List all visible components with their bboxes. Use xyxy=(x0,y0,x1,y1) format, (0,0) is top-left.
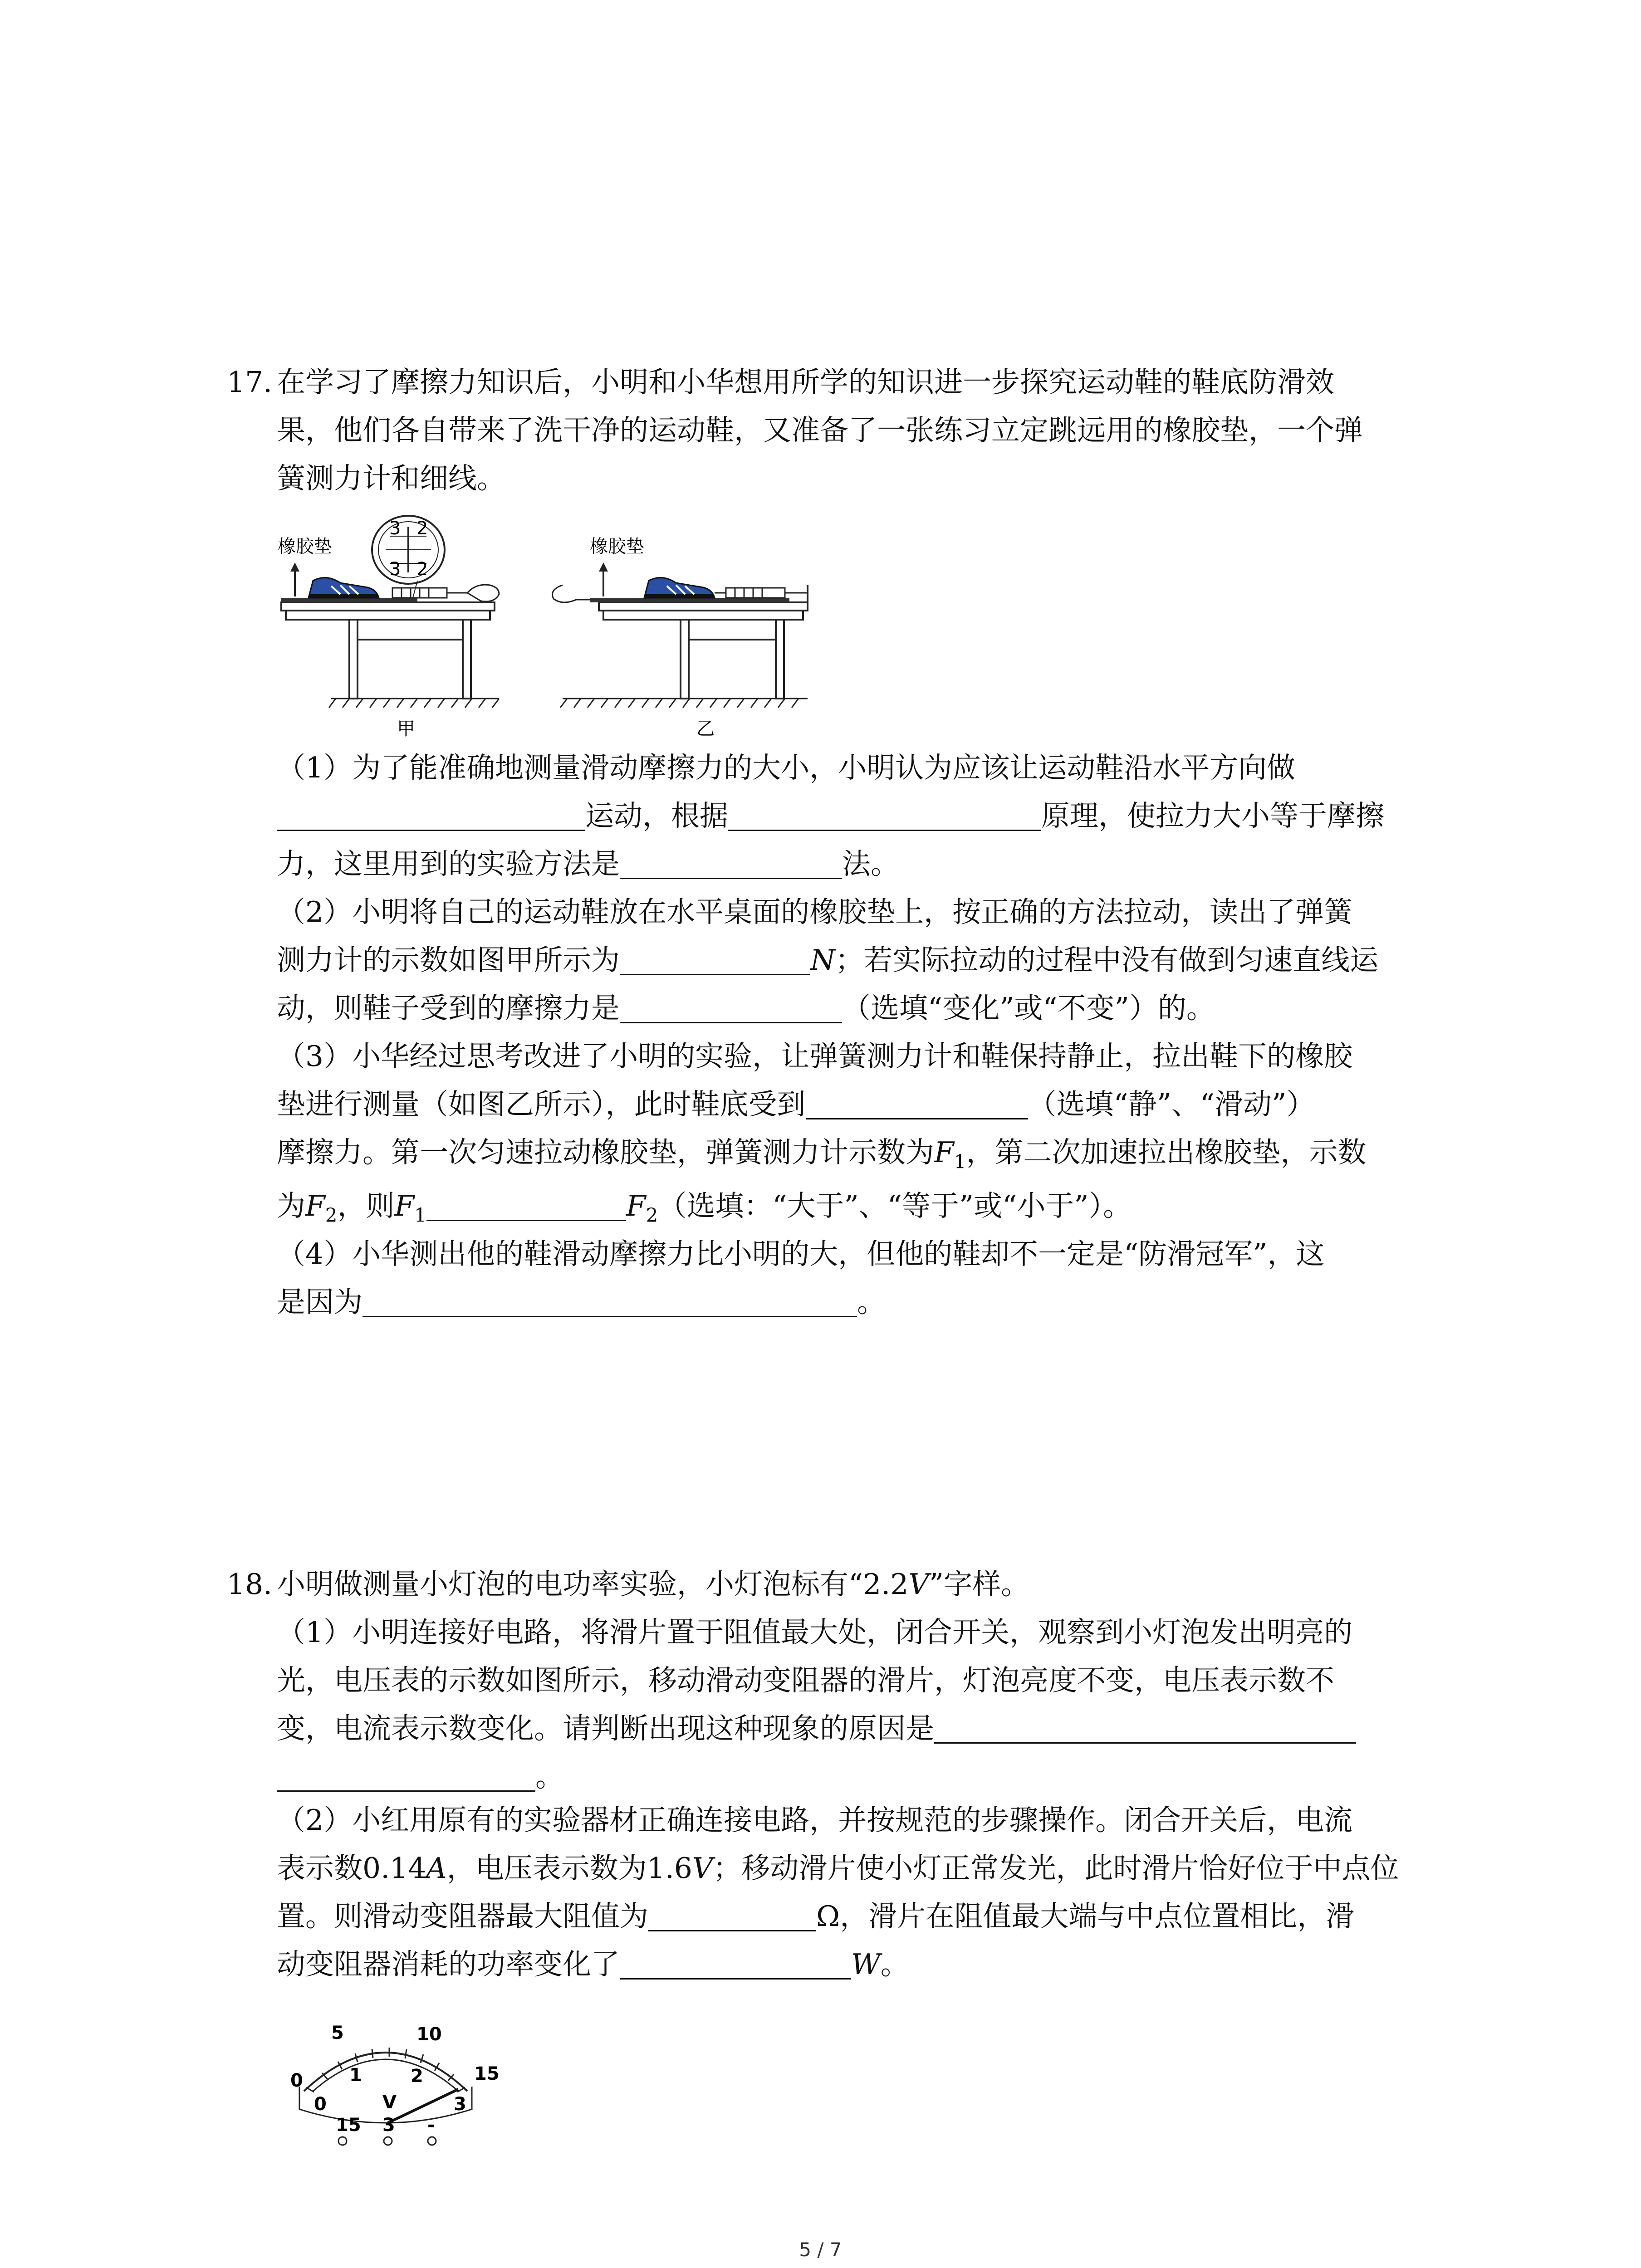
rated-voltage-value: 2.2 xyxy=(863,1568,909,1601)
part-text: 动，则鞋子受到的摩擦力是 xyxy=(277,992,620,1025)
terminal-label: - xyxy=(427,2115,435,2136)
part-text: 法。 xyxy=(842,847,899,880)
lower-scale-label: 1 xyxy=(349,2065,362,2086)
subscript: 2 xyxy=(325,1204,338,1227)
subscript: 1 xyxy=(414,1204,426,1227)
question-number: 17. xyxy=(227,366,273,399)
question-intro xyxy=(277,358,1452,503)
unit-symbol: V xyxy=(692,1852,713,1885)
part-text: （2）小红用原有的实验器材正确连接电路，并按规范的步骤操作。闭合开关后，电流 xyxy=(277,1804,1353,1837)
intro-line: 果，他们各自带来了洗干净的运动鞋，又准备了一张练习立定跳远用的橡胶垫，一个弹 xyxy=(277,414,1363,447)
part-text: 摩擦力。第一次匀速拉动橡胶垫，弹簧测力计示数为 xyxy=(277,1136,934,1169)
part-text: ；移动滑片使小灯正常发光，此时滑片恰好位于中点位 xyxy=(713,1852,1399,1885)
ground-right xyxy=(560,699,808,708)
hand-left-icon xyxy=(467,585,499,601)
unit-symbol: N xyxy=(810,943,836,977)
dial-digit: 2 xyxy=(416,518,428,539)
answer-blank[interactable] xyxy=(620,942,810,975)
shoe-right-icon xyxy=(644,578,715,598)
question-intro xyxy=(277,1560,1452,1608)
part-1 xyxy=(277,744,1452,888)
lower-scale-label: 3 xyxy=(454,2094,466,2115)
friction-experiment-figure xyxy=(272,499,839,753)
ground-left xyxy=(329,699,499,708)
upper-scale-label: 10 xyxy=(416,2024,442,2045)
part-text: ；若实际拉动的过程中没有做到匀速直线运 xyxy=(835,943,1379,977)
part-text: 是因为 xyxy=(277,1286,362,1319)
part-text: 力，这里用到的实验方法是 xyxy=(277,847,620,880)
terminal-posts xyxy=(338,2137,436,2145)
terminal-label: 3 xyxy=(382,2115,395,2136)
part-2 xyxy=(277,1796,1452,1989)
table-left xyxy=(281,602,495,699)
voltage-value: 1.6 xyxy=(647,1852,692,1885)
part-2 xyxy=(277,888,1452,1032)
meter-symbol: V xyxy=(382,2092,397,2113)
part-text: （选填“变化”或“不变”）的。 xyxy=(842,992,1215,1025)
dial-digit: 3 xyxy=(389,559,401,580)
answer-blank[interactable] xyxy=(620,1946,851,1980)
answer-blank[interactable] xyxy=(620,990,842,1023)
spring-scale-right xyxy=(715,588,808,598)
pad-label-right: 橡胶垫 xyxy=(590,536,644,557)
part-1 xyxy=(277,1608,1452,1796)
part-text: 动变阻器消耗的功率变化了 xyxy=(277,1948,620,1981)
subscript: 1 xyxy=(954,1150,966,1173)
dial-digit: 2 xyxy=(416,559,428,580)
force-symbol: F xyxy=(626,1189,646,1222)
answer-blank[interactable] xyxy=(728,798,1041,831)
force-symbol: F xyxy=(305,1189,325,1222)
part-text: 为 xyxy=(277,1189,305,1222)
answer-blank[interactable] xyxy=(806,1086,1028,1119)
question-17-parts xyxy=(227,744,1452,1326)
part-text: 表示数 xyxy=(277,1852,362,1885)
part-text: （选填“静”、“滑动”） xyxy=(1028,1088,1315,1121)
part-text: ，则 xyxy=(337,1189,395,1222)
force-symbol: F xyxy=(934,1136,954,1169)
answer-blank[interactable] xyxy=(426,1188,626,1221)
part-text: 。 xyxy=(880,1948,909,1981)
question-18 xyxy=(227,1560,1452,1989)
intro-text: ”字样。 xyxy=(929,1568,1030,1601)
part-text: 运动，根据 xyxy=(585,799,728,832)
force-symbol: F xyxy=(394,1189,415,1222)
spring-scale-left xyxy=(392,588,467,598)
part-text: ，第二次加速拉出橡胶垫，示数 xyxy=(966,1136,1367,1169)
answer-blank[interactable] xyxy=(648,1898,816,1931)
part-text: （选填：“大于”、“等于”或“小于”）。 xyxy=(658,1189,1132,1222)
part-3 xyxy=(277,1032,1452,1230)
terminal-label: 15 xyxy=(336,2115,361,2136)
unit-symbol: A xyxy=(426,1852,447,1885)
part-text: 变，电流表示数变化。请判断出现这种现象的原因是 xyxy=(277,1712,934,1745)
intro-line: 簧测力计和细线。 xyxy=(277,462,505,495)
part-text: ，电压表示数为 xyxy=(446,1852,647,1885)
answer-blank[interactable] xyxy=(362,1284,857,1317)
pad-label-left: 橡胶垫 xyxy=(278,536,332,557)
voltmeter-drawing xyxy=(272,1987,508,2150)
answer-blank[interactable] xyxy=(277,798,585,831)
hand-right-icon xyxy=(553,585,590,602)
dial-digit: 3 xyxy=(389,518,401,539)
page-number: 5 / 7 xyxy=(799,2239,842,2261)
answer-blank[interactable] xyxy=(277,1759,535,1792)
question-number: 18. xyxy=(227,1568,273,1601)
part-text: 光，电压表的示数如图所示，移动滑动变阻器的滑片，灯泡亮度不变，电压表示数不 xyxy=(277,1664,1334,1697)
part-text: （1）小明连接好电路，将滑片置于阻值最大处，闭合开关，观察到小灯泡发出明亮的 xyxy=(277,1616,1353,1649)
scale-magnifier xyxy=(372,516,445,598)
caption-right: 乙 xyxy=(696,719,715,739)
unit-symbol: Ω xyxy=(816,1900,840,1933)
answer-blank[interactable] xyxy=(934,1711,1356,1744)
part-text: 测力计的示数如图甲所示为 xyxy=(277,943,620,977)
unit-symbol: V xyxy=(908,1568,929,1601)
part-1-line1: （1）为了能准确地测量滑动摩擦力的大小，小明认为应该让运动鞋沿水平方向做 xyxy=(277,751,1296,784)
experiment-drawing xyxy=(272,499,839,753)
shoe-left-icon xyxy=(309,578,379,598)
part-text: 。 xyxy=(535,1760,564,1793)
upper-scale-label: 0 xyxy=(290,2070,303,2091)
part-text: （2）小明将自己的运动鞋放在水平桌面的橡胶垫上，按正确的方法拉动，读出了弹簧 xyxy=(277,895,1353,929)
answer-blank[interactable] xyxy=(620,846,842,879)
unit-symbol: W xyxy=(851,1948,881,1981)
part-text: （4）小华测出他的鞋滑动摩擦力比小明的大，但他的鞋却不一定是“防滑冠军”，这 xyxy=(277,1237,1325,1271)
part-text: 垫进行测量（如图乙所示），此时鞋底受到 xyxy=(277,1088,806,1121)
part-text: 置。则滑动变阻器最大阻值为 xyxy=(277,1900,648,1933)
meter-needle xyxy=(388,2089,458,2123)
lower-scale-label: 2 xyxy=(411,2066,423,2087)
current-value: 0.14 xyxy=(362,1852,426,1885)
intro-line: 在学习了摩擦力知识后，小明和小华想用所学的知识进一步探究运动鞋的鞋底防滑效 xyxy=(277,366,1334,399)
caption-left: 甲 xyxy=(397,719,415,739)
part-text: 原理，使拉力大小等于摩擦 xyxy=(1041,799,1384,832)
subscript: 2 xyxy=(646,1204,658,1227)
part-text: ，滑片在阻值最大端与中点位置相比，滑 xyxy=(840,1900,1355,1933)
lower-scale-label: 0 xyxy=(314,2094,327,2115)
part-text: 。 xyxy=(857,1286,886,1319)
question-17 xyxy=(227,358,1452,503)
upper-scale-label: 5 xyxy=(331,2023,344,2043)
upper-scale-label: 15 xyxy=(474,2063,500,2084)
part-4 xyxy=(277,1230,1452,1326)
voltmeter-figure xyxy=(272,1987,508,2150)
part-text: （3）小华经过思考改进了小明的实验，让弹簧测力计和鞋保持静止，拉出鞋下的橡胶 xyxy=(277,1040,1353,1073)
intro-text: 小明做测量小灯泡的电功率实验，小灯泡标有“ xyxy=(277,1568,863,1601)
